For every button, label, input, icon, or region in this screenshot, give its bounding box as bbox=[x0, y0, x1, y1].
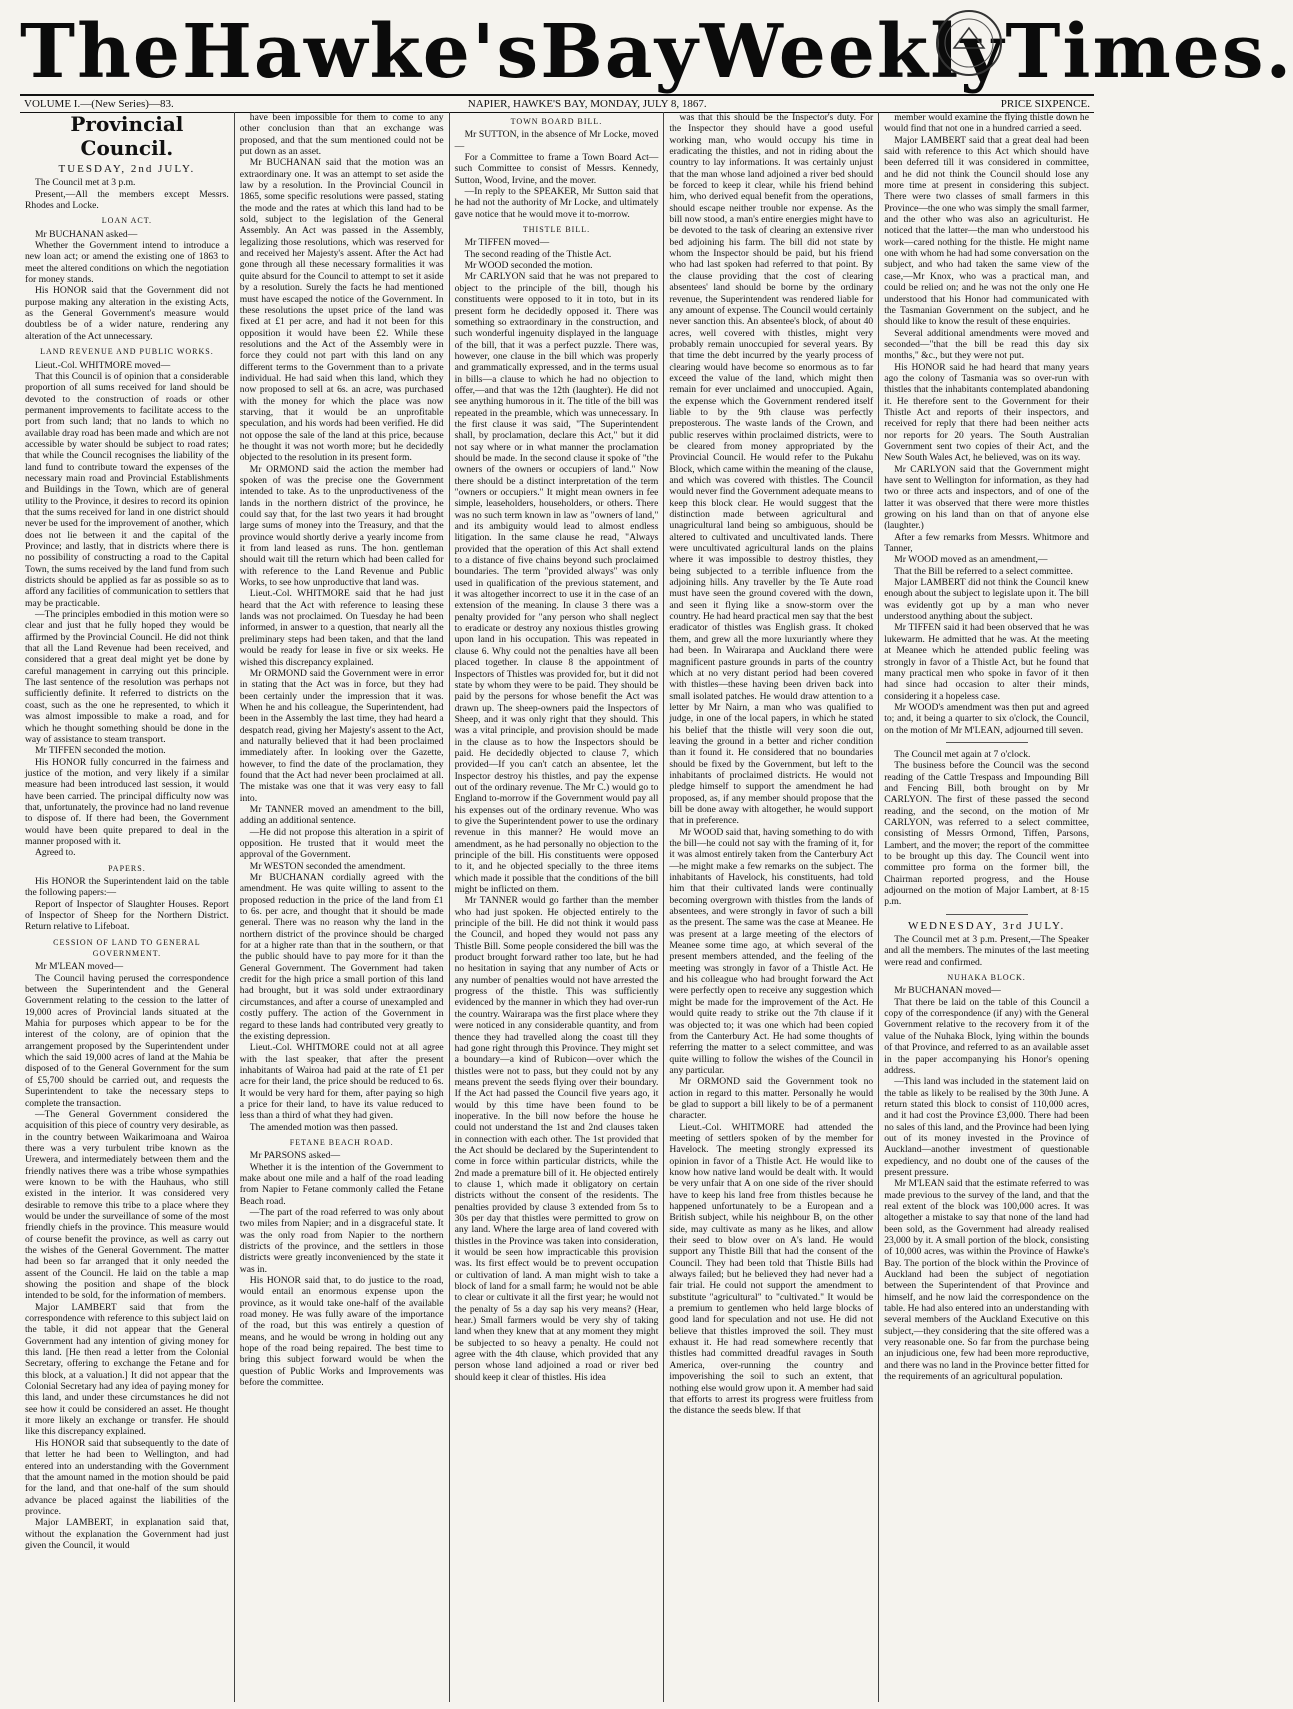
paragraph: Mr ORMOND said the Government were in error in stating that the Act was in force, but they had been certainly under the impression that it was. When he and his colleague, the Superintendent, had been in the Assembly the last time, they had heard a despatch read, giving her Majesty's assent to the Act, and naturally believed that it had been proclaimed immediately after. In looking over the Gazette, however, to find the date of the proclamation, they found that the Act had never been proclaimed at all. The mistake was one that it was very easy to fall into. bbox=[239, 667, 444, 804]
subheading: NUHAKA BLOCK. bbox=[947, 973, 1026, 983]
paragraph: Mr WOOD seconded the motion. bbox=[464, 260, 593, 272]
session-date: WEDNESDAY, 3rd JULY. bbox=[907, 919, 1066, 932]
paragraph: —He did not propose this alteration in a spirit of opposition. He trusted that it would meet the approval of the Government. bbox=[239, 826, 444, 861]
paragraph: His HONOR said that the Government did not purpose making any alteration in the existing Acts, as the General Government's measure would doubtless be of a wider nature, rendering any alteration of the Act unnecessary. bbox=[25, 285, 229, 342]
subheading: CESSION OF LAND TO GENERAL GOVERNMENT. bbox=[53, 937, 201, 959]
seal-icon bbox=[934, 8, 1004, 78]
paragraph: His HONOR said he had heard that many years ago the colony of Tasmania was so over-run with thistles that the inhabitants contemplated abandoning it. He therefore sent to the Government for their Thistle Act and reports of their inspectors, and received for reply that there had been neither acts nor reports for 20 years. The South Australian Government sent two copies of their Act, and the New South Wales Act, he believed, was on its way. bbox=[884, 361, 1089, 464]
paragraph: His HONOR said that, to do justice to the road, would entail an enormous expense upon the province, as it would take one-half of the available road money. He was fully aware of the importance of the road, but this was entirely a question of means, and he would be wrong in holding out any hope of the road being repaired. The best time to bring this subject forward would be when the question of Public Works and Improvements was before the committee. bbox=[239, 1275, 444, 1389]
paragraph: Mr M'LEAN moved— bbox=[35, 961, 124, 973]
paragraph: Mr TANNER moved an amendment to the bill, adding an additional sentence. bbox=[239, 803, 444, 827]
paragraph: Report of Inspector of Slaughter Houses. Report of Inspector of Sheep for the Northern District. Return relative to Lifeboat. bbox=[25, 898, 229, 933]
paragraph: Mr ORMOND said the Government took no action in regard to this matter. Personally he would be glad to support a bill likely to be of a permanent character. bbox=[669, 1076, 874, 1122]
masthead-weekly: Weekly bbox=[699, 9, 1006, 95]
paragraph: Mr CARLYON said that the Government might have sent to Wellington for information, as they had two or three acts and inspectors, and of one of the latter it was observed that there were more thistles growing on his land than on that of anyone else (laughter.) bbox=[884, 463, 1089, 532]
paragraph: The Council met at 3 p.m. Present,—The Speaker and all the members. The minutes of the last meeting were read and confirmed. bbox=[884, 934, 1089, 968]
paragraph: member would examine the flying thistle down he would find that not one in a hundred carried a seed. bbox=[884, 112, 1089, 135]
paragraph: —The part of the road referred to was only about two miles from Napier; and in a disgraceful state. It was the only road from Napier to the northern districts of the province, and the settlers in those districts were greatly inconvenienced by the state it was in. bbox=[239, 1207, 444, 1275]
paragraph: Whether the Government intend to introduce a new loan act; or amend the existing one of 1863 to meet the altered conditions on which the negotiation for money stands. bbox=[25, 240, 229, 286]
paragraph: Mr M'LEAN said that the estimate referred to was made previous to the survey of the land, and that the real extent of the block was 100,000 acres. It was altogether a mistake to say that none of the land had been sold, as the Government had already realised 23,000 by it. A small portion of the block, consisting of 10,000 acres, was within the Province of Hawke's Bay. The portion of the block within the Province of Auckland had been the subject of negotiation between the Superintendent of that Province and himself, and he now laid the correspondence on the table. He had also entered into an understanding with several members of the Auckland Executive on this subject,—they considering that the site offered was a very reasonable one. So far from the purchase being an injudicious one, few had been more reproductive, and there was no land in the Province better fitted for the requirements of an agricultural population. bbox=[884, 1178, 1089, 1383]
paragraph: Mr WOOD's amendment was then put and agreed to; and, it being a quarter to six o'clock, the Council, on the motion of Mr M'LEAN, adjourned till seven. bbox=[884, 701, 1089, 736]
paragraph: —This land was included in the statement laid on the table as likely to be realised by the 30th June. A return stated this block to consist of 110,000 acres, and it had cost the Province £3,000. There had been no sales of this land, and the Province had been lying out of its money invested in the Province of Auckland—another investment of questionable expediency, and no doubt one of the causes of the present pressure. bbox=[884, 1076, 1089, 1178]
paragraph: Mr BUCHANAN moved— bbox=[894, 985, 1001, 997]
paragraph: Major LAMBERT said that a great deal had been said with reference to this Act which should have been deferred till it was considered in committee, and he did not think the Council should lose any more time at present in considering this subject. There were two classes of small farmers in this Province—the one who was simply the small farmer, and the other who was also an agriculturist. He noticed that the latter—the man who understood his work—cared nothing for the thistle. He might name one with whom he had had some conversation on the subject, and who had taken the same view of the case,—Mr Knox, who was a practical man, and could be relied on; and he was not the only one He understood that his Honor had communicated with the Tasmanian Government on the subject, and he should like to know the result of these enquiries. bbox=[884, 134, 1089, 328]
paragraph: That the Bill be referred to a select committee. bbox=[894, 565, 1073, 577]
column-1 bbox=[20, 112, 235, 1702]
paragraph: That there be laid on the table of this Council a copy of the correspondence (if any) with the General Government relative to the recovery from it of the value of the Nuhaka Block, lying within the bounds of that Province, and referred to as an available asset in the paper accompanying his Honor's opening address. bbox=[884, 996, 1089, 1076]
paragraph: Major LAMBERT did not think the Council knew enough about the subject to legislate upon it. The bill was evidently got up by a man who never understood anything about the subject. bbox=[884, 577, 1089, 623]
paragraph: Mr BUCHANAN cordially agreed with the amendment. He was quite willing to assent to the proposed reduction in the price of the land from £1 to 6s. per acre, and thought that it should be made general. There was no reason why the land in the northern district of the province should be charged for at a higher rate than that in the southern, or that the public should have to pay more for it than the General Government. The Government had taken credit for the high price a small portion of this land had brought, but it was sold under extraordinary circumstances, and after a course of unexampled and costly puffery. The action of the Government in regard to these lands had contributed very greatly to the existing depression. bbox=[239, 872, 444, 1042]
paragraph: Mr PARSONS asked— bbox=[249, 1150, 341, 1162]
paragraph: Mr TIFFEN seconded the motion. bbox=[35, 745, 166, 757]
subheading: THISTLE BILL. bbox=[522, 225, 591, 235]
subheading: PAPERS. bbox=[108, 863, 146, 873]
subheading: LAND REVENUE AND PUBLIC WORKS. bbox=[40, 347, 214, 357]
paragraph: The business before the Council was the second reading of the Cattle Trespass and Impounding Bill and Fencing Bill, both brought on by Mr CARLYON. The first of these passed the second reading, and the second, on the motion of Mr CARLYON, was referred to a select committee, consisting of Messrs Ormond, Tiffen, Parsons, Lambert, and the mover; the report of the committee to be brought up this day. The Council went into committee pro forma on the former bill, the Chairman reported progress, and the House adjourned on the motion of Major Lambert, at 8·15 p.m. bbox=[884, 760, 1089, 908]
paragraph: His HONOR the Superintendent laid on the table the following papers:— bbox=[25, 875, 229, 899]
paragraph: The Council met at 3 p.m. bbox=[35, 177, 136, 189]
paragraph: Lieut.-Col. WHITMORE could not at all agree with the last speaker, that after the present inhabitants of Wairoa had paid at the rate of £1 per acre for their land, the price should be reduced to 6s. It would be very hard for them, after paying so high a price for their land, to have its value reduced to less than a third of what they had given. bbox=[239, 1042, 444, 1122]
divider bbox=[946, 914, 1028, 915]
masthead-the: The bbox=[20, 9, 182, 95]
subheading: TOWN BOARD BILL. bbox=[510, 117, 603, 126]
paragraph: Mr WOOD said that, having something to do with the bill—he could not say with the framing of it, for it was almost entirely taken from the Canterbury Act—he might make a few remarks on the subject. The inhabitants of Havelock, his constituents, had told him that their cultivated lands were continually becoming overgrown with thistles from the lands of absentees, and were strongly in favor of such a bill as the present. The same was the case at Meanee. He was present at a large meeting of the electors of Meanee some time ago, at which several of the present members attended, and the feeling of the meeting was strongly in favor of a Thistle Act. He and his colleague who had brought forward the Act were perfectly open to receive any suggestion which might be made for the improvement of the Act. He would quite ready to strike out the 7th clause if it was objected to; it was one which had been copied from the Canterbury Act. He had some thoughts of referring the matter to a select committee, and was quite willing to follow the wishes of the Council in any particular. bbox=[669, 826, 874, 1076]
volume-label: VOLUME I.—(New Series)—83. bbox=[24, 98, 174, 110]
columns bbox=[20, 112, 1094, 1702]
paragraph: Lieut.-Col. WHITMORE moved— bbox=[35, 359, 171, 371]
subheading: FETANE BEACH ROAD. bbox=[289, 1137, 394, 1147]
paragraph: Mr CARLYON said that he was not prepared to object to the principle of the bill, though his constituents were opposed to it in toto, but in its present form he decidedly opposed it. There was something so extraordinary in the construction, and such wonderful ingenuity displayed in the language of the bill, that it was a perfect puzzle. There was, however, one clause in the bill which was properly and grammatically expressed, and in the terms usual in bills—a clause to which he had no objection to offer,—and that was the 12th (laughter). He did not see anything humorous in it. The title of the bill was repeated in the preamble, which was unnecessary. In the first clause it was said, "The Superintendent shall, by proclamation, declare this Act," but it did not say where or in what manner the proclamation should be made. In the second clause it spoke of "the owners of the owners or occupiers of land." Now there should be a distinct interpretation of the term "owners or occupiers." It might mean owners in fee simple, leaseholders, householders, or others. There was no such term known in law as "owners of land," and its ambiguity would lead to almost endless litigation. In the same clause he read, "Always provided that the operation of this Act shall extend to a distance of five chains beyond such proclaimed boundaries. The term "provided always" was only used in qualification of the previous statement, and it was altogether incorrect to use it in the case of an extension of the meaning. In clause 3 there was a penalty provided for "any person who shall neglect to eradicate or destroy any noxious thistles growing upon land in his occupation. This was repeated in clause 6. Why could not the penalties have all been placed together. In clause 8 the appointment of Inspectors of Thistles was provided for, but it did not state by whom they were to be paid. They should be paid by the persons for whose benefit the Act was drawn up. The sheep-owners paid the Inspectors of Sheep, and it was only right that they should. This was a vital principle, and provision should be made in the clause as to how the Inspectors should be paid. He decidedly objected to clause 7, which provided—If you can't catch an absentee, let the Inspector destroy his thistles, and pay the expense out of the ordinary revenue. The Mr C.) would go to England to-morrow if the Government would pay all his expenses out of the ordinary revenue. Who was to give the Superintendent power to use the ordinary revenue in this manner? He would move an amendment, as he had personally no objection to the principle of the bill. His constituents were opposed to it, and he objected specially to the three items which made it possible that the conditions of the bill might be inflicted on them. bbox=[454, 271, 659, 896]
paragraph: was that this should be the Inspector's duty. For the Inspector they should have a good useful working man, who would occupy his time in eradicating the thistles, and not in riding about the country to lay informations. It was certainly unjust that the man whose land adjoined a river bed should be forced to keep it clear, while his friend behind him, who derived equal benefit from the operations, should escape neither trouble nor expense. As the bill now stood, a man's entire energies might have to be devoted to the task of clearing an extensive river bed adjoining his farm. The bill did not state by whom the Inspector should be paid, but his friend who had last spoken had referred to that point. By the clause providing that the cost of clearing absentees' land should be borne by the ordinary revenue, the Superintendent was rendered liable for any amount of expense. The Council would certainly never sanction this. An absentee's block, of about 40 acres, well covered with thistles, might very probably remain unoccupied for several years. By that time the debt incurred by the yearly process of clearing would have become so enormous as to far exceed the value of the land, which might then remain for ever unclaimed and unoccupied. Again, the expense which the Government rendered itself liable to by the 9th clause was perfectly preposterous. The waste lands of the Crown, and public reserves within proclaimed districts, were to be cleared from money appropriated by the Provincial Council. He would refer to the Pukahu Block, which came within the meaning of the clause, and which was covered with thistles. The Council would never find the Government adequate means to keep this block clear. He would suggest that the distinction made between agricultural and unagricultural land being so ambiguous, should be altered to cultivated and uncultivated lands. There were uncultivated agricultural lands on the plains where it was impossible to destroy thistles, they being subjected to a terrible influence from the adjoining hills. Any traveller by the Te Aute road must have seen the ground covered with the down, and seen it flying like a snow-storm over the country. He had heard practical men say that the best eradicator of thistles was English grass. It choked them, and grew all the more luxuriantly where they had been. In Wairarapa and Auckland there were magnificent pasture grounds in parts of the country which at no very distant period had been covered with thistles—these having been driven back into small isolated patches. He would draw attention to a letter by Mr Nairn, a man who was qualified to judge, in one of the local papers, in which he stated his belief that the thistle will very soon die out, leaving the ground in a better and richer condition than it found it. He considered that no boundaries should be fixed by the Government, but left to the inhabitants of proclaimed districts. He would not pledge himself to support the amendment he had proposed, as, if any member should propose that the bill be done away with altogether, he would support that in preference. bbox=[669, 112, 874, 827]
masthead-times: Times. bbox=[1005, 9, 1293, 95]
paragraph: Several additional amendments were moved and seconded—"that the bill be read this day six months," &c., but they were not put. bbox=[884, 327, 1089, 362]
masthead-hawkes: Hawke's bbox=[181, 9, 541, 95]
paragraph: Lieut.-Col. WHITMORE had attended the meeting of settlers spoken of by the member for Havelock. The meeting strongly expressed its opinion in favor of a Thistle Act. He would like to know how native land would be dealt with. It would be very unfair that A on one side of the river should have to keep his land free from thistles because he happened unfortunately to be a European and a British subject, while his neighbour B, on the other side, may cultivate as many as he likes, and allow their seed to blow over on A's land. He would support any Thistle Bill that had the consent of the Council. They had been told that Thistle Bills had always failed; but he believed they had never had a fair trial. He could not support the amendment to substitute "agricultural" to "cultivated." It would be a premium to gentlemen who held large blocks of good land for speculation and not use. He did not believe that thistles improved the soil. They must exhaust it. He had read somewhere recently that thistles had committed dreadful ravages in South America, over-running the country and impoverishing the soil to such an extent, that nothing else would grow upon it. A member had said that efforts to arrest its progress were fruitless from the distance the seeds blew. If that bbox=[669, 1121, 874, 1417]
paragraph: Whether it is the intention of the Government to make about one mile and a half of the road leading from Napier to Fetane commonly called the Fetane Beach road. bbox=[239, 1161, 444, 1207]
paragraph: Mr TIFFEN said it had been observed that he was lukewarm. He admitted that he was. At the meeting at Meanee which he attended public feeling was strongly in favor of a Thistle Act, but he found that many practical men who spoke in favor of it then had since had occasion to alter their minds, considering it a hopeless case. bbox=[884, 622, 1089, 702]
paragraph: The amended motion was then passed. bbox=[249, 1121, 398, 1133]
paragraph: Mr ORMOND said the action the member had spoken of was the precise one the Government intended to take. As to the unproductiveness of the lands in the northern district of the province, he could say that, for the last two years it had brought large sums of money into the Treasury, and that the province would shortly derive a yearly income from it from land leased as runs. The hon. gentleman should wait till the return which had been called for with reference to the Land Revenue and Public Works, to see how unproductive that land was. bbox=[239, 463, 444, 589]
paragraph: The second reading of the Thistle Act. bbox=[464, 248, 612, 260]
paragraph: Major LAMBERT said that from the correspondence with reference to this subject laid on the table, it did not appear that the General Government had any intention of giving money for this land. [He then read a letter from the Colonial Secretary, offering to exchange the Fetane and for this block, at a valuation.] It did not appear that the Colonial Secretary had any idea of paying money for this land, and under these circumstances he did not see how it could be considered an asset. He thought it more likely an exchange or transfer. He should like this discrepancy explained. bbox=[25, 1301, 229, 1438]
paragraph: Mr SUTTON, in the absence of Mr Locke, moved— bbox=[454, 129, 659, 152]
paragraph: Major LAMBERT, in explanation said that, without the explanation the Government had just given the Council, it would bbox=[25, 1517, 229, 1551]
paragraph: For a Committee to frame a Town Board Act—such Committee to consist of Messrs. Kennedy, Sutton, Wood, Irvine, and the mover. bbox=[454, 152, 659, 186]
paragraph: The Council having perused the correspondence between the Superintendent and the General Government relating to the cession to the latter of 19,000 acres of Provincial lands situated at the Mahia for purposes which appear to be for the interest of the colony, are of opinion that the arrangement proposed by the Superintendent under which the said 19,000 acres of land at the Mahia be disposed of to the General Government for the sum of £5,700 should be carried out, and requests the Superintendent to take the necessary steps to complete the transaction. bbox=[25, 972, 229, 1109]
price-label: PRICE SIXPENCE. bbox=[1000, 98, 1090, 110]
masthead bbox=[20, 6, 1293, 95]
paragraph: have been impossible for them to come to any other conclusion than that an exchange was proposed, and that the sum mentioned could not be put down as an asset. bbox=[239, 112, 444, 158]
paragraph: —In reply to the SPEAKER, Mr Sutton said that he had not the authority of Mr Locke, and ultimately gave notice that he would move it to-morrow. bbox=[454, 186, 659, 220]
column-5 bbox=[879, 112, 1094, 1702]
section-heading: Provincial Council. bbox=[70, 112, 184, 160]
column-3 bbox=[450, 112, 665, 1702]
divider bbox=[946, 742, 1028, 743]
subheading: LOAN ACT. bbox=[101, 216, 152, 226]
paragraph: Lieut.-Col. WHITMORE said that he had just heard that the Act with reference to leasing these lands was not proclaimed. On Tuesday he had been informed, in answer to a question, that nearly all the preliminary steps had been taken, and that the land would be ready for lease in five or six weeks. He wished this discrepancy explained. bbox=[239, 588, 444, 668]
paragraph: —The General Government considered the acquisition of this piece of country very desirable, as in the country between Waikarimoana and Wairoa there was a very turbulent tribe known as the Urewera, and intermediately between them and the friendly natives there was a tribe whose sympathies were known to be with the Hauhaus, who still existed in the interior. It was considered very desirable to remove this tribe to a place where they would be under the surveillance of some of the most friendly chiefs in the province. This measure would of course benefit the province, as well as carry out the wishes of the General Government. The matter had been so far arranged that it only needed the assent of the Council. He laid on the table a map showing the position and shape of the block intended to be sold, for the information of members. bbox=[25, 1108, 229, 1302]
paragraph: Mr BUCHANAN said that the motion was an extraordinary one. It was an attempt to set aside the law by a resolution. In the Provincial Council in 1865, some specific resolutions were passed, stating the mode and the rates at which this land had to be sold, subject to the legislation of the General Assembly. An Act was passed in the Assembly, legalizing those resolutions, which was reserved for and received her Majesty's assent. After the Act had gone through all these necessary formalities it was quite absurd for the Council to attempt to set it aside by a resolution. Surely the facts he had mentioned must have escaped the notice of the Government. In these resolutions the upset price of the land was fixed at £1 per acre, and had it not been for this opposition it would have been £2. While these resolutions and the Act of the Assembly were in force they could not part with this land on any different terms to the Government than to a private individual. He had said when this land, which they now proposed to sell at 6s. an acre, was purchased with the money for which the place was now starving, that it would be an unprofitable speculation, and his words had been verified. He did not oppose the sale of the land at this price, because he thought it was not worth more; but he decidedly objected to the resolution in its present form. bbox=[239, 157, 444, 464]
column-4 bbox=[664, 112, 879, 1702]
column-2 bbox=[235, 112, 450, 1702]
dateline bbox=[20, 94, 1094, 113]
paragraph: Present,—All the members except Messrs. Rhodes and Locke. bbox=[25, 188, 229, 212]
paragraph: Mr WESTON seconded the amendment. bbox=[249, 860, 406, 872]
session-date: TUESDAY, 2nd JULY. bbox=[58, 163, 196, 175]
paragraph: Mr TIFFEN moved— bbox=[464, 237, 550, 249]
paragraph: Agreed to. bbox=[35, 847, 76, 859]
paragraph: Mr BUCHANAN asked— bbox=[35, 228, 138, 240]
paragraph: After a few remarks from Messrs. Whitmore and Tanner, bbox=[884, 531, 1089, 555]
paragraph: That this Council is of opinion that a considerable proportion of all sums received for land should be devoted to the construction of roads or other permanent improvements to facilitate access to the port from such land; that no lands to which no available dray road has been made and which are not accessible by water should be subject to road rates; that while the Council recognises the liability of the land fund to contribute toward the expenses of the necessary main road and Provincial Establishments and Buildings in the Town, which are of general utility to the Province, it desires to record its opinion that the sums received for land in one district should never be used for the improvement of another, which does not lie between it and the capital of the Province; and lastly, that in districts where there is no possibility of constructing a road to the Capital Town, the sums received by the land fund from such districts should be applied as far as possible so as to afford any facilities of communication to settlers that may be practicable. bbox=[25, 370, 229, 609]
paragraph: His HONOR fully concurred in the fairness and justice of the motion, and very likely if a similar measure had been introduced last session, it would have been carried. The principal difficulty now was that, unfortunately, the province had no land revenue to dispose of. If there had been, the Government would have been quite prepared to deal in the manner proposed with it. bbox=[25, 756, 229, 847]
paragraph: —The principles embodied in this motion were so clear and just that he fully hoped they would be affirmed by the Provincial Council. He did not think that all the Land Revenue had been received, and considered that a great deal might yet be done by careful management in carrying out this principle. The last sentence of the resolution was perhaps not sufficiently definite. It referred to districts on the coast, such as the one he represented, to which it was almost impossible to make a road, and for which he thought something should be done in the way of assistance to steam transport. bbox=[25, 609, 229, 745]
paragraph: The Council met again at 7 o'clock. bbox=[894, 748, 1031, 760]
paragraph: His HONOR said that subsequently to the date of that letter he had been to Wellington, and had entered into an understanding with the Government that the amount named in the motion should be paid for the land, and that one-half of the sum should advance be placed against the liabilities of the province. bbox=[25, 1437, 229, 1517]
paragraph: Mr TANNER would go farther than the member who had just spoken. He objected entirely to the principle of the bill. He did not think it would pass the Council, and hoped they would not pass any Thistle Bill. Some people considered the bill was the product brought forward rather too late, but he had no hesitation in saying that any number of Acts or any number of penalties would not have arrested the progress of the thistle. This was sufficiently evidenced by the manner in which they had over-run the country. Wairarapa was the first place where they were noticed in any considerable quantity, and from thence they had travelled along the coast till they had gone right through this Province. They might set a boundary—a kind of Rubicon—over which the thistles were not to pass, but they could not by any means prevent the seeds flying over their boundary. If the Act had passed the Council five years ago, it would by this time have been found to be inoperative. In the bill now before the house he could not understand the 1st and 2nd clauses taken in connection with each other. The 1st provided that the Act should be declared by the Superintendent to come in force within particular districts, while the 2nd made a premature bill of it. He objected entirely to clause 1, which made it obligatory on certain districts without the consent of the residents. The penalties provided by clause 3 extended from 5s to 30s per day that thistles were permitted to grow on any land. Where the large area of land covered with thistles in the Province was taken into consideration, it would be seen how impracticable this provision was. Its first effect would be to prevent occupation or cultivation of land. A man might wish to take a block of land for a small farm; he would not be able to clear or cultivate it all the first year; he would not the penalty of 5s a day sap his very means? (Hear, hear.) Small farmers would be very shy of taking land when they knew that at any moment they might be subjected to so heavy a penalty. He could not agree with the 4th clause, which provided that any person whose land adjoined a road or river bed should keep it clear of thistles. His idea bbox=[454, 895, 659, 1383]
place-date-label: NAPIER, HAWKE'S BAY, MONDAY, JULY 8, 1867. bbox=[467, 98, 707, 110]
paragraph: Mr WOOD moved as an amendment,— bbox=[894, 554, 1048, 566]
masthead-bay: Bay bbox=[540, 9, 700, 95]
